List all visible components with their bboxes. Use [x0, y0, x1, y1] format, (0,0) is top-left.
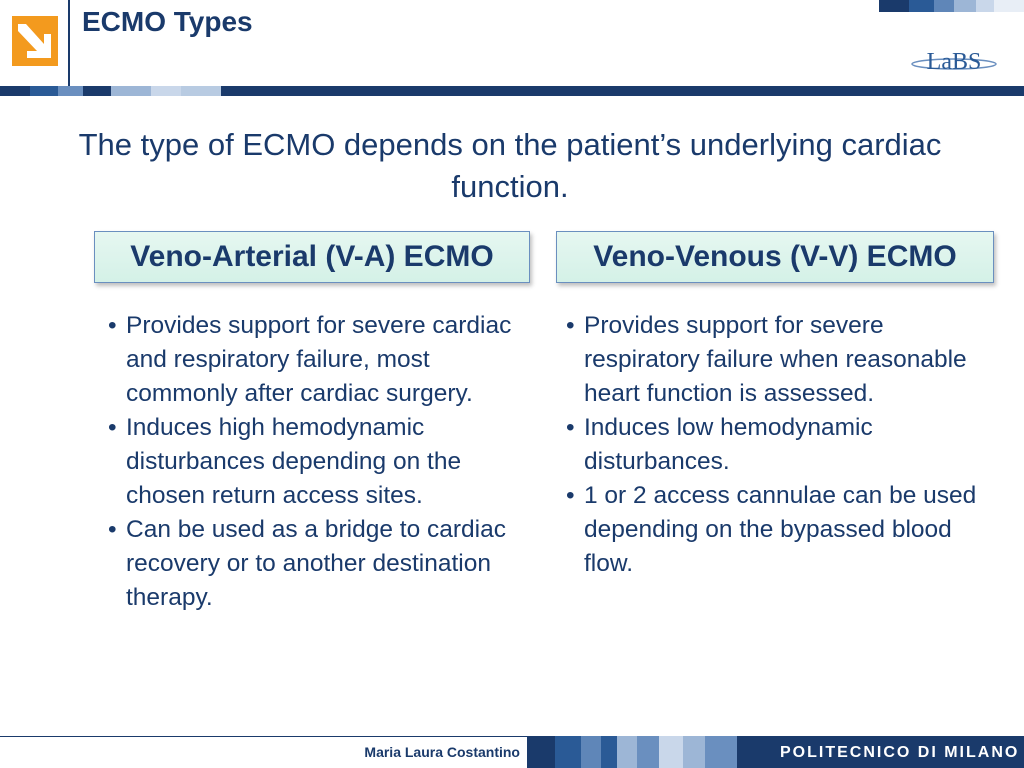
- logo-divider: [68, 0, 70, 86]
- intro-text: The type of ECMO depends on the patient’s underlying cardiac function.: [78, 127, 942, 204]
- vv-ecmo-heading: Veno-Venous (V-V) ECMO: [556, 231, 994, 283]
- author-name: Maria Laura Costantino: [364, 744, 520, 760]
- header-decorative-strip: [0, 86, 221, 96]
- footer-decorative-strip: [527, 736, 737, 768]
- va-ecmo-bullets: [104, 309, 524, 615]
- va-ecmo-heading: Veno-Arterial (V-A) ECMO: [94, 231, 530, 283]
- institution-name: POLITECNICO DI MILANO: [780, 744, 1020, 761]
- slide-title: ECMO Types: [82, 6, 253, 37]
- list-item: • Provides support for severe respiratory failure when reasonable heart function is assessed.: [562, 309, 982, 411]
- list-item: • Induces low hemodynamic disturbances.: [562, 411, 982, 479]
- top-decorative-strip: [879, 0, 1024, 12]
- list-item: • Induces high hemodynamic disturbances depending on the chosen return access sites.: [104, 411, 524, 513]
- orange-arrow-icon: [0, 0, 68, 86]
- footer-line: [0, 736, 527, 737]
- labs-logo: [910, 44, 998, 78]
- svg-text:LaBS: LaBS: [926, 49, 982, 75]
- list-item: • 1 or 2 access cannulae can be used depending on the bypassed blood flow.: [562, 479, 982, 581]
- list-item: • Provides support for severe cardiac and respiratory failure, most commonly after cardiac surgery.: [104, 309, 524, 411]
- institution-logo: [0, 0, 68, 86]
- vv-ecmo-bullets: [562, 309, 982, 581]
- list-item: • Can be used as a bridge to cardiac recovery or to another destination therapy.: [104, 513, 524, 615]
